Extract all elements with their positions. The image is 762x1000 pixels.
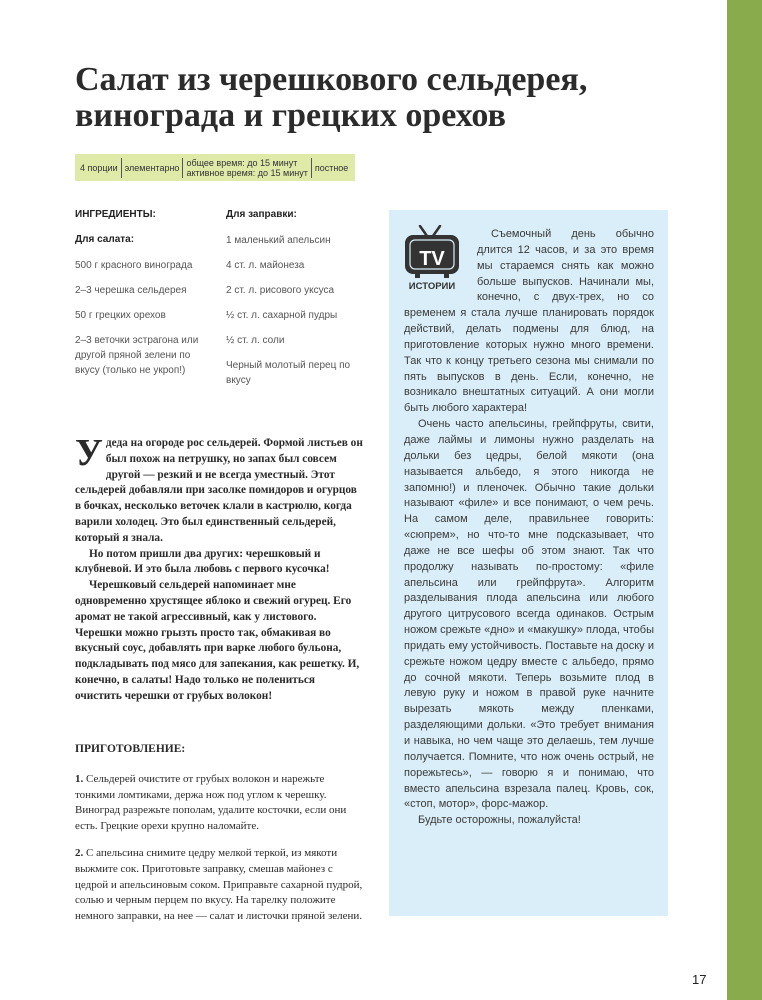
intro-paragraph: Черешковый сельдерей напоминает мне одновременно хрустящее яблоко и свежий огурец. Его аромат не такой агрессивный, как у листового. Черешки можно грызть просто так, обмакивая во вкусный соус, добавлять при варке любого бульона, подкладывать под мясо для запекания, как решетку. И, конечно, в салаты! Надо только не полениться очистить черешки от грубых волокон!	[75, 579, 360, 702]
step-number: 1.	[75, 772, 84, 785]
ingredient-item: 2 ст. л. рисового уксуса	[226, 285, 335, 296]
servings: 4 порции	[80, 162, 118, 173]
total-time: общее время: до 15 минут	[186, 157, 298, 168]
sidebar-paragraph: Будьте осторожны, пожалуйста!	[418, 814, 581, 827]
ingredients-dressing	[226, 207, 366, 388]
ingredients-heading: ИНГРЕДИЕНТЫ:	[75, 209, 156, 220]
difficulty: элементарно	[124, 162, 180, 173]
ingredient-item: ½ ст. л. соли	[226, 335, 285, 346]
sidebar-paragraph: Очень часто апельсины, грейпфруты, свити, даже лаймы и лимоны нужно разделать на дольки без цедры, белой мякоти (она называется альбедо, я этого никогда не запомню!) и пленочек. Обычно такие дольки называют «филе» и все понимают, о чем речь. На самом деле, правильнее говорить: «сюпрем», но что-то мне подсказывает, что даже не все шефы об этом знают. Так что продолжу называть по-простому: «филе апельсина или грейпфрута». Алгоритм разделывания плода апельсина или любого другого цитрусового всегда одинаков. Острым ножом срежьте «дно» и «макушку» плода, чтобы придать ему устойчивость. Поставьте на доску и срежьте ножом цедру вместе с альбедо, прямо до сочной мякоти. Теперь возьмите плод в левую руку и ножом в правой руке начните вырезать мякоть между пленками, разделяющими дольки. «Это требует внимания и навыка, но чем чаще это делаешь, тем лучше получается. Помните, что нож очень острый, не порежьтесь», — говорю я и понимаю, что вместо апельсина взрезала палец. Кровь, сок, «стоп, мотор», форс-мажор.	[404, 418, 654, 811]
sidebar-paragraph: Съемочный день обычно длится 12 часов, и за это время мы стараемся снять как можно больше выпусков. Начинали мы, конечно, с двух-трех, но со временем я стала лучше планировать порядок действий, делать подмены для блюд, на приготовление которых нужно много времени. Так что к концу третьего сезона мы снимали по пять выпусков в день. Если, конечно, не возникало внештатных ситуаций. А они могли быть любого характера!	[404, 228, 654, 415]
time-info	[183, 158, 310, 178]
ingredient-item: 500 г красного винограда	[75, 260, 193, 271]
ingredient-item: 4 ст. л. майонеза	[226, 260, 305, 271]
page-number: 17	[692, 972, 707, 987]
recipe-meta-bar	[75, 154, 355, 181]
step: 2. С апельсина снимите цедру мелкой теркой, из мякоти выжмите сок. Приготовьте заправку, смешав майонез с цедрой и апельсиновым соком. Приправьте сахарной пудрой, солью и черным перцем по вкусу. На тарелку положите немного заправки, на нее — салат и листочки пряной зелени.	[75, 846, 363, 923]
page-edge-accent	[727, 0, 762, 1000]
tv-stories-text	[404, 227, 654, 829]
ingredient-item: 2–3 черешка сельдерея	[75, 285, 187, 296]
preparation	[75, 742, 363, 925]
drop-cap: У	[75, 432, 103, 474]
active-time: активное время: до 15 минут	[186, 167, 308, 178]
ingredient-item: 2–3 веточки эстрагона или другой пряной зелени по вкусу (только не укроп!)	[75, 335, 199, 376]
intro-paragraph: Но потом пришли два других: черешковый и клубневой. И это была любовь с первого кусочка!	[75, 547, 330, 576]
intro-text	[75, 432, 363, 705]
step: 1. Сельдерей очистите от грубых волокон и нарежьте тонкими ломтиками, держа нож под углом к черешку. Виноград разрежьте пополам, удалите косточки, если они есть. Грецкие орехи крупно наломайте.	[75, 772, 347, 833]
recipe-title: Салат из черешкового сельдерея, винограда и грецких орехов	[75, 61, 588, 134]
ingredient-item: Черный молотый перец по вкусу	[226, 360, 351, 386]
ingredient-item: 1 маленький апельсин	[226, 235, 331, 246]
preparation-heading: ПРИГОТОВЛЕНИЕ:	[75, 743, 186, 755]
tv-label: TV	[419, 248, 445, 270]
ingredient-item: 50 г грецких орехов	[75, 310, 166, 321]
step-number: 2.	[75, 846, 84, 859]
dressing-heading: Для заправки:	[226, 209, 297, 220]
salad-heading: Для салата:	[75, 234, 135, 245]
ingredient-item: ½ ст. л. сахарной пудры	[226, 310, 338, 321]
tv-caption: ИСТОРИИ	[408, 281, 456, 292]
logo-spacer	[404, 227, 477, 306]
ingredients-salad	[75, 207, 215, 378]
diet-type: постное	[314, 162, 349, 173]
intro-paragraph: Удеда на огороде рос сельдерей. Формой листьев он был похож на петрушку, но запах был совсем другой — резкий и не всегда уместный. Этот сельдерей добавляли при засолке помидоров и огурцов в бочках, несколько веточек клали в кастрюлю, когда варили холодец. Это был единственный сельдерей, который я знала.	[75, 432, 363, 544]
